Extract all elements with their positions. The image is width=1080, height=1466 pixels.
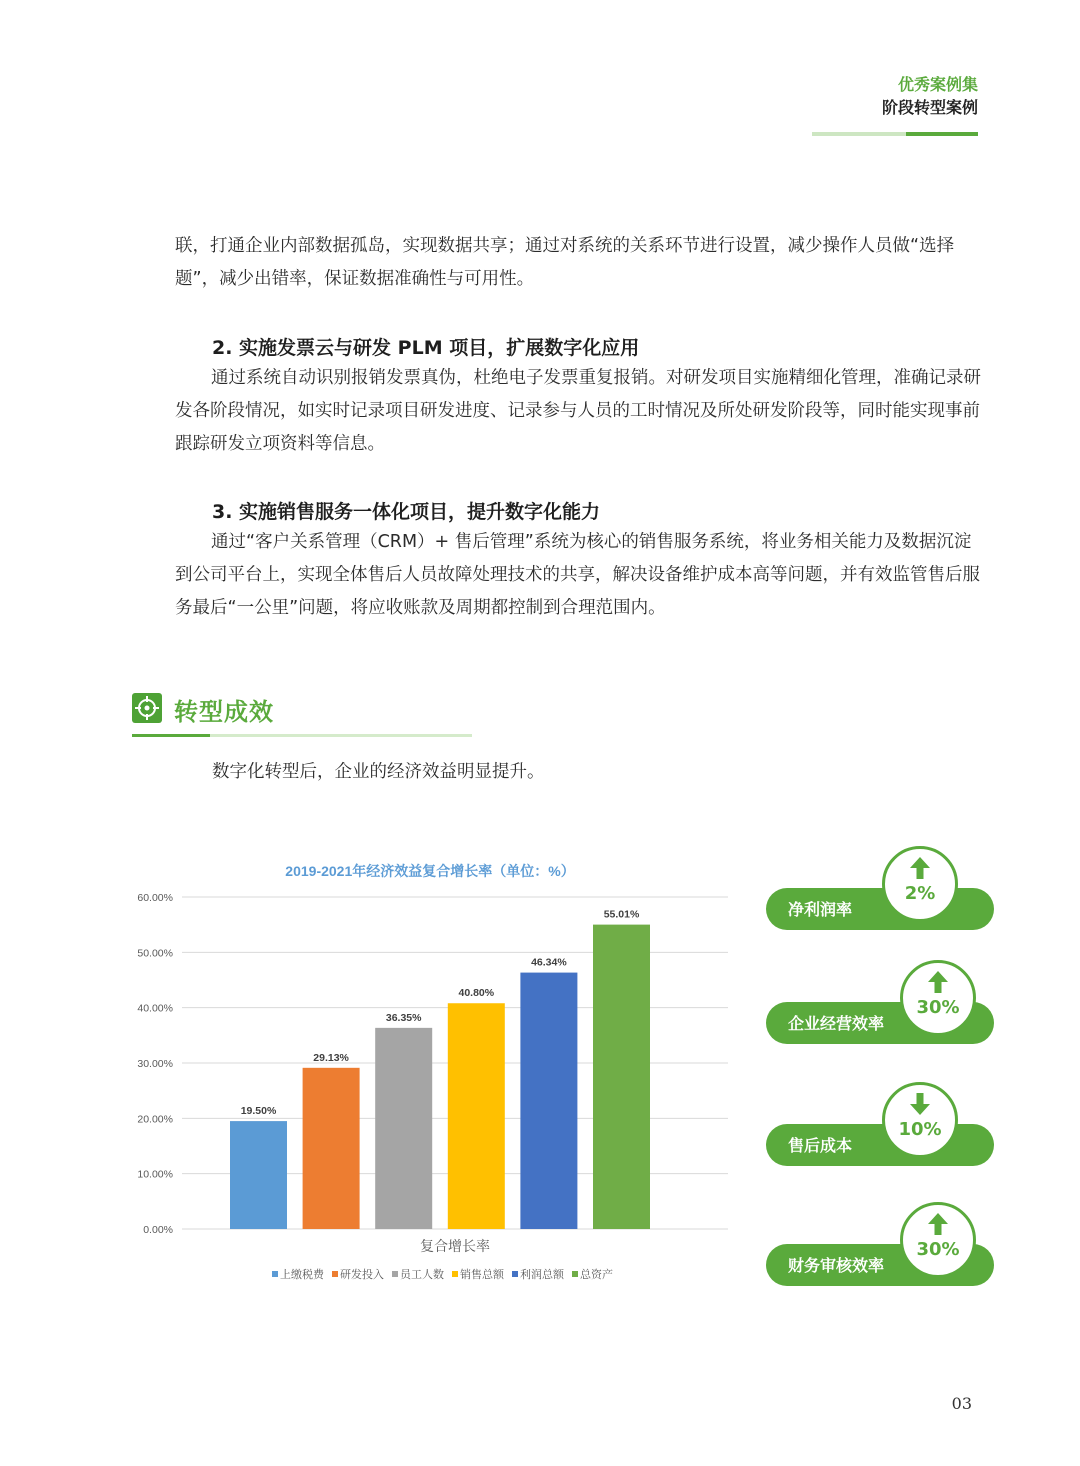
bar-3	[375, 1028, 432, 1229]
metric-label: 净利润率	[788, 900, 853, 919]
metric-circle	[900, 960, 976, 1036]
x-axis-label: 复合增长率	[420, 1238, 490, 1254]
legend-swatch	[452, 1271, 458, 1277]
metric-value: 30%	[916, 1239, 960, 1260]
bar-5	[520, 973, 577, 1229]
metric-circle	[882, 846, 958, 922]
legend-swatch	[332, 1271, 338, 1277]
arrow-up-icon	[928, 971, 948, 997]
header-subtitle: 阶段转型案例	[881, 98, 978, 117]
legend-swatch	[272, 1271, 278, 1277]
legend-label: 利润总额	[520, 1269, 564, 1281]
body-paragraph-2: 通过系统自动识别报销发票真伪，杜绝电子发票重复报销。对研发项目实施精细化管理，准确记录研发各阶段情况，如实时记录项目研发进度、记录参与人员的工时情况及所处研发阶段等，同时能实现事前跟踪研发立项资料等信息。	[175, 368, 981, 454]
data-label: 29.13%	[313, 1051, 349, 1064]
metric-badge	[766, 960, 996, 1044]
body-paragraph-3: 通过“客户关系管理（CRM）+ 售后管理”系统为核心的销售服务系统，将业务相关能力及数据沉淀到公司平台上，实现全体售后人员故障处理技术的共享，解决设备维护成本高等问题，并有效监管售后服务最后“一公里”问题，将应收账款及周期都控制到合理范围内。	[175, 532, 980, 618]
growth-bar-chart	[120, 850, 740, 1300]
bar-4	[448, 1003, 505, 1229]
metric-badge	[766, 846, 996, 930]
subheading-2: 2. 实施发票云与研发 PLM 项目，扩展数字化应用	[212, 337, 640, 359]
section-divider	[132, 734, 472, 737]
data-label: 19.50%	[240, 1105, 277, 1118]
legend-swatch	[512, 1271, 518, 1277]
legend-label: 上缴税费	[280, 1269, 324, 1281]
metric-badge	[766, 1202, 996, 1286]
bar-6	[593, 925, 650, 1229]
page-number: 03	[951, 1394, 972, 1413]
bar-1	[230, 1121, 287, 1229]
data-label: 40.80%	[458, 987, 495, 1000]
header-series-title: 优秀案例集	[897, 75, 978, 94]
arrow-up-icon	[928, 1213, 948, 1239]
bar-2	[303, 1068, 360, 1229]
metric-value: 30%	[916, 997, 960, 1018]
legend-label: 研发投入	[340, 1269, 384, 1281]
legend-label: 员工人数	[400, 1269, 444, 1281]
metric-value: 10%	[898, 1119, 942, 1140]
legend-swatch	[572, 1271, 578, 1277]
y-tick-label: 0.00%	[143, 1224, 173, 1236]
metric-value: 2%	[904, 883, 936, 904]
data-label: 46.34%	[531, 956, 567, 969]
y-tick-label: 10.00%	[137, 1168, 173, 1181]
chart-title: 2019-2021年经济效益复合增长率（单位：%）	[285, 863, 575, 879]
y-tick-label: 20.00%	[137, 1113, 173, 1126]
target-icon	[132, 693, 162, 723]
legend-label: 总资产	[580, 1269, 613, 1281]
section-intro: 数字化转型后，企业的经济效益明显提升。	[212, 762, 545, 782]
legend-label: 销售总额	[460, 1269, 504, 1281]
metric-circle	[882, 1082, 958, 1158]
metric-label: 企业经营效率	[788, 1014, 885, 1033]
data-label: 36.35%	[385, 1011, 422, 1024]
y-tick-label: 60.00%	[137, 892, 173, 904]
arrow-up-icon	[910, 857, 930, 883]
y-tick-label: 30.00%	[137, 1058, 173, 1070]
data-label: 55.01%	[603, 908, 640, 921]
legend-swatch	[392, 1271, 398, 1277]
metric-label: 售后成本	[788, 1136, 853, 1155]
header-divider	[812, 132, 978, 136]
metric-circle	[900, 1202, 976, 1278]
metric-badge	[766, 1082, 996, 1166]
page-header	[882, 74, 978, 120]
body-paragraph-1: 联，打通企业内部数据孤岛，实现数据共享；通过对系统的关系环节进行设置，减少操作人员做“选择题”，减少出错率，保证数据准确性与可用性。	[175, 236, 955, 289]
y-tick-label: 50.00%	[137, 947, 173, 960]
arrow-down-icon	[910, 1093, 930, 1119]
y-tick-label: 40.00%	[137, 1002, 173, 1015]
subheading-3: 3. 实施销售服务一体化项目，提升数字化能力	[212, 501, 601, 523]
metric-label: 财务审核效率	[788, 1256, 885, 1275]
section-title-text: 转型成效	[174, 698, 274, 726]
